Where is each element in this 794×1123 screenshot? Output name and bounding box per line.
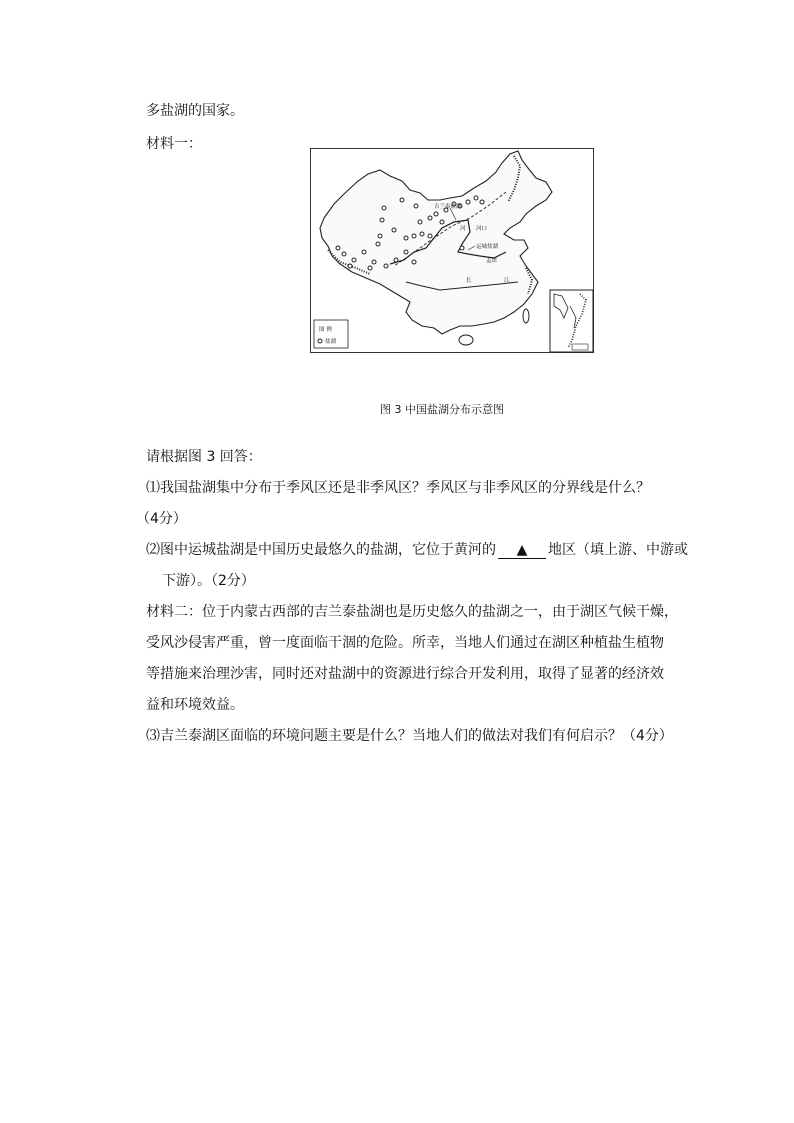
south-china-sea-inset <box>550 290 593 352</box>
legend-salt-lake-icon <box>318 339 322 343</box>
label-jilantai: 吉兰泰盐湖 <box>434 204 462 210</box>
intro-text: 多盐湖的国家。 <box>146 103 244 119</box>
question-2-answer-blank[interactable]: ▲ <box>498 542 546 559</box>
legend-title: 图 例 <box>319 327 332 333</box>
label-yuncheng: 运城盐湖 <box>476 244 499 250</box>
label-mengjin: 孟津 <box>486 258 498 264</box>
question-1-score: （4分） <box>136 511 187 527</box>
label-jiang: 江 <box>504 278 510 284</box>
material2-line-1: 材料二：位于内蒙古西部的吉兰泰盐湖也是历史悠久的盐湖之一，由于湖区气候干燥， <box>146 604 678 620</box>
taiwan-island <box>523 309 529 323</box>
question-2-after: 地区（填上游、中游或 <box>548 542 688 558</box>
question-1-text: ⑴我国盐湖集中分布于季风区还是非季风区？季风区与非季风区的分界线是什么？ <box>146 480 650 496</box>
question-2-before: ⑵图中运城盐湖是中国历史最悠久的盐湖，它位于黄河的 <box>146 542 496 558</box>
prompt-text: 请根据图 3 回答： <box>146 449 262 465</box>
material1-label: 材料一： <box>146 136 202 152</box>
material2-line-2: 受风沙侵害严重，曾一度面临干涸的危险。所幸，当地人们通过在湖区种植盐生植物 <box>146 635 664 651</box>
label-hekou: 河口 <box>476 226 488 232</box>
question-2-line-2: 下游）。（2分） <box>162 573 255 589</box>
material2-line-3: 等措施来治理沙害，同时还对盐湖中的资源进行综合开发利用，取得了显著的经济效 <box>146 666 664 682</box>
china-salt-lake-map <box>310 148 594 353</box>
material2-line-4: 益和环境效益。 <box>146 697 244 713</box>
legend-box <box>314 320 348 348</box>
figure-caption: 图 3 中国盐湖分布示意图 <box>380 403 504 416</box>
legend-salt-lake-label: 盐湖 <box>325 339 337 345</box>
question-3-text: ⑶吉兰泰湖区面临的环境问题主要是什么？当地人们的做法对我们有何启示？（4分） <box>146 728 673 744</box>
label-river-he: 河 <box>460 226 466 232</box>
label-chang: 长 <box>466 278 472 284</box>
question-2-line-1 <box>146 540 688 560</box>
hainan-island <box>459 335 473 345</box>
